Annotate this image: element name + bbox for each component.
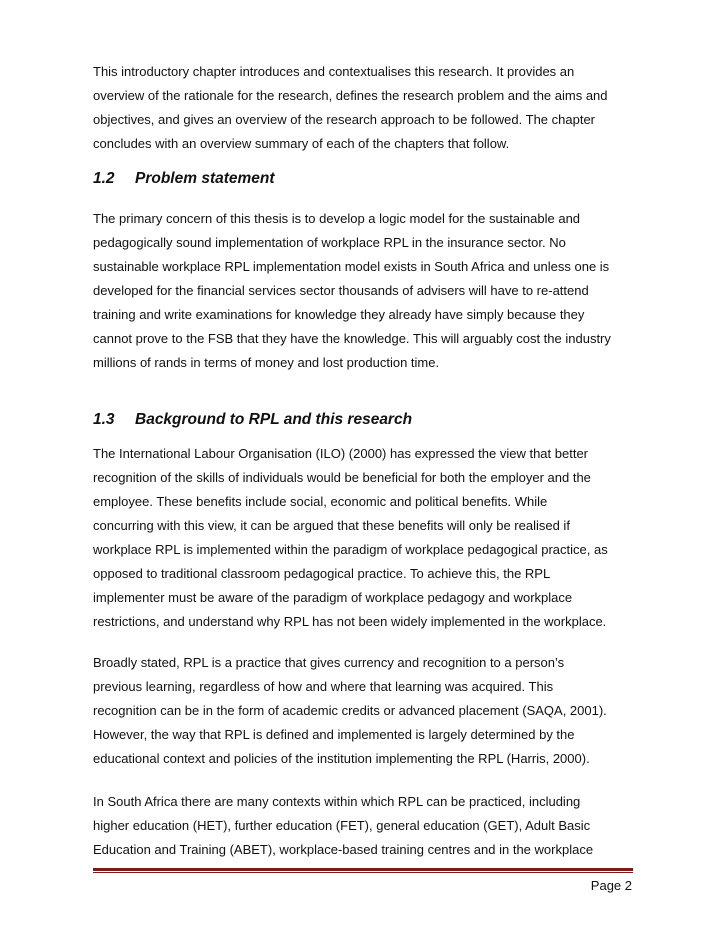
- section-heading-background: [93, 410, 412, 430]
- text-line: Broadly stated, RPL is a practice that gives currency and recognition to a person’s: [93, 655, 565, 670]
- text-line: overview of the rationale for the research, defines the research problem and the aims and: [93, 88, 608, 103]
- text-line: cannot prove to the FSB that they have the knowledge. This will arguably cost the industry: [93, 331, 611, 346]
- text-line: employee. These benefits include social, economic and political benefits. While: [93, 494, 548, 509]
- text-line: This introductory chapter introduces and contextualises this research. It provides an: [93, 64, 575, 79]
- text-line: Education and Training (ABET), workplace-based training centres and in the workplace: [93, 842, 594, 857]
- text-line: concurring with this view, it can be argued that these benefits will only be realised if: [93, 518, 570, 533]
- text-line: objectives, and gives an overview of the research approach to be followed. The chapter: [93, 112, 596, 127]
- section-number: 1.3: [93, 411, 115, 428]
- text-line: concludes with an overview summary of each of the chapters that follow.: [93, 136, 510, 151]
- problem-paragraph: [93, 207, 638, 375]
- text-line: educational context and policies of the institution implementing the RPL (Harris, 2000).: [93, 751, 590, 766]
- background-paragraph-1: [93, 442, 638, 634]
- text-line: The primary concern of this thesis is to develop a logic model for the sustainable and: [93, 211, 581, 226]
- text-line: However, the way that RPL is defined and implemented is largely determined by the: [93, 727, 575, 742]
- footer-rule: [93, 868, 633, 871]
- section-number: 1.2: [93, 170, 115, 187]
- text-line: millions of rands in terms of money and lost production time.: [93, 355, 440, 370]
- text-line: implementer must be aware of the paradigm of workplace pedagogy and workplace: [93, 590, 573, 605]
- text-line: pedagogically sound implementation of workplace RPL in the insurance sector. No: [93, 235, 566, 250]
- text-line: restrictions, and understand why RPL has not been widely implemented in the workplace.: [93, 614, 607, 629]
- background-paragraph-2: [93, 651, 638, 771]
- footer-rule-thin: [93, 872, 633, 873]
- text-line: training and write examinations for knowledge they already have simply because they: [93, 307, 585, 322]
- text-line: recognition can be in the form of academic credits or advanced placement (SAQA, 2001).: [93, 703, 607, 718]
- text-line: higher education (HET), further education (FET), general education (GET), Adult Basic: [93, 818, 591, 833]
- intro-paragraph: [93, 60, 638, 156]
- section-heading-problem-statement: [93, 169, 275, 189]
- text-line: In South Africa there are many contexts within which RPL can be practiced, including: [93, 794, 581, 809]
- background-paragraph-3: [93, 790, 638, 862]
- text-line: opposed to traditional classroom pedagogical practice. To achieve this, the RPL: [93, 566, 551, 581]
- text-line: developed for the financial services sector thousands of advisers will have to re-attend: [93, 283, 589, 298]
- section-title: Background to RPL and this research: [135, 411, 413, 428]
- text-line: recognition of the skills of individuals would be beneficial for both the employer and the: [93, 470, 591, 485]
- text-line: sustainable workplace RPL implementation model exists in South Africa and unless one is: [93, 259, 610, 274]
- text-line: The International Labour Organisation (ILO) (2000) has expressed the view that better: [93, 446, 589, 461]
- page-number: Page 2: [590, 878, 632, 893]
- section-title: Problem statement: [135, 170, 275, 187]
- text-line: workplace RPL is implemented within the paradigm of workplace pedagogical practice, as: [93, 542, 608, 557]
- text-line: previous learning, regardless of how and where that learning was acquired. This: [93, 679, 554, 694]
